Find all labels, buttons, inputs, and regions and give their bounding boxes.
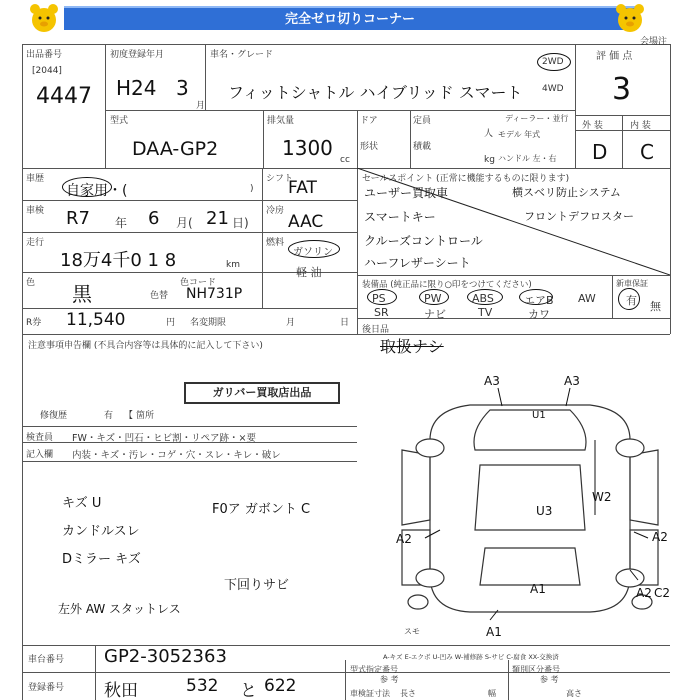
shift-value: FAT (288, 178, 317, 198)
registration-month: 3 (176, 76, 189, 100)
yen-unit: 円 (166, 318, 176, 328)
inspection-day: 21 (206, 208, 229, 229)
damage-mark: A3 (564, 374, 580, 388)
warranty-yes: 有 (626, 294, 637, 307)
interior-grade: C (640, 140, 654, 164)
equipment-circle (467, 289, 503, 305)
equipment-item: カワ (528, 308, 550, 321)
damage-mark: スモ (404, 627, 420, 636)
chassis-label: 車台番号 (28, 655, 65, 665)
shift-label: シフト (266, 174, 294, 184)
cc-unit: cc (340, 155, 350, 165)
new-car-warranty-label: 新車保証 (616, 279, 648, 288)
banner (0, 0, 700, 36)
damage-legend: A-キズ E-エクボ U-凹み W-補修跡 S-サビ C-腐食 XX-交換済 (383, 653, 559, 661)
repair-yes: 有 (104, 411, 114, 421)
equipment-circle (519, 289, 553, 305)
registration-label: 登録番号 (28, 683, 65, 693)
banner-title: 完全ゼロ切りコーナー (64, 6, 636, 30)
mileage-label: 走行 (26, 238, 45, 248)
equipment-item: PW (424, 292, 442, 305)
exterior-label: 外 装 (582, 121, 603, 131)
rear-items-value: 取扱ナシ (380, 337, 444, 356)
reference-2: 参 考 (540, 675, 559, 684)
mascot-bear-icon (26, 0, 62, 36)
handwritten-note: F0ア ガボント C (212, 502, 311, 517)
registration-kana: と (240, 681, 257, 700)
handle-label: ハンドル 左・右 (498, 154, 557, 163)
handwritten-note: キズ U (62, 496, 102, 511)
registration-year: H24 (116, 76, 157, 100)
equipment-circle (419, 289, 449, 305)
month-unit: 月 (196, 101, 206, 111)
notes-title: 注意事項申告欄 (不具合内容等は具体的に記入して下さい) (28, 341, 263, 351)
damage-mark: A2 (396, 532, 412, 546)
sales-point-item: クルーズコントロール (364, 234, 483, 248)
damage-mark: A1 (530, 582, 546, 596)
ac-label: 冷房 (266, 206, 285, 216)
equipment-item: SR (374, 306, 389, 319)
repair-history-label: 修復歴 (40, 411, 68, 421)
first-registration-label: 初度登録年月 (110, 50, 165, 60)
inspector-row-2: 内装・キズ・汚レ・コゲ・穴・スレ・キレ・破レ (72, 450, 281, 461)
drive-2wd: 2WD (542, 57, 564, 67)
damage-mark: U3 (536, 504, 553, 518)
sales-point-item: 横スベリ防止システム (512, 186, 621, 199)
equipment-title: 装備品 (純正品に限り○印をつけてください) (362, 280, 532, 290)
sales-point-item: フロントデフロスター (524, 210, 634, 223)
recycle-value: 11,540 (66, 310, 126, 330)
color-label: 色 (26, 278, 36, 288)
kg-unit: kg (484, 155, 495, 165)
repair-place: 箇所 (136, 411, 155, 421)
class-code-label: 類別区分番号 (512, 665, 560, 674)
history-label: 車歴 (26, 174, 45, 184)
registration-class: 532 (186, 676, 219, 696)
handwritten-note: 左外 AW スタットレス (58, 602, 181, 616)
color-change-label: 色替 (150, 291, 169, 301)
handwritten-note: カンドルスレ (62, 524, 140, 539)
mascot-bear-icon (612, 0, 648, 36)
displacement-value: 1300 (282, 136, 333, 160)
history-value: 自家用・( (66, 183, 128, 199)
displacement-label: 排気量 (267, 116, 295, 126)
lot-sub-number: [2044] (32, 66, 62, 76)
load-label: 積載 (413, 142, 432, 152)
sales-point-item: スマートキー (364, 210, 436, 224)
doors-label: ドア (360, 116, 378, 126)
color-code-value: NH731P (186, 286, 243, 302)
model-label: 型式 (110, 116, 129, 126)
damage-mark: A3 (484, 374, 500, 388)
history-close: ) (250, 184, 254, 194)
dealer-label: ディーラー・並行 (505, 114, 569, 123)
damage-mark: W2 (592, 490, 612, 504)
inspection-label: 車検 (26, 206, 45, 216)
inspection-month-unit: 月( (176, 216, 193, 230)
damage-mark: A2 (636, 586, 652, 600)
damage-mark: U1 (532, 410, 546, 421)
sales-points-title: セールスポイント (正常に機能するものに限ります) (362, 174, 570, 184)
lot-number: 4447 (36, 84, 92, 109)
name-change-month: 月 (286, 318, 296, 328)
exterior-grade: D (592, 140, 608, 164)
rear-items-label: 後日品 (362, 325, 390, 335)
damage-mark: A2 (652, 530, 668, 544)
car-damage-diagram (390, 370, 670, 642)
warranty-no: 無 (650, 300, 661, 313)
cert-dimensions-label: 車検証寸法 (350, 689, 390, 698)
color-code-label: 色コード (180, 278, 217, 288)
name-change-day: 日 (340, 318, 350, 328)
type-code-label: 型式指定番号 (350, 665, 398, 674)
person-unit: 人 (484, 129, 494, 139)
equipment-item: ナビ (424, 308, 446, 321)
car-name-label: 車名・グレード (210, 50, 274, 60)
interior-label: 内 装 (630, 121, 651, 131)
meeting-note: 会場注 (640, 37, 668, 47)
fuel-selected: ガソリン (293, 247, 333, 258)
drive-4wd: 4WD (542, 84, 564, 94)
sales-point-item: ユーザー買取車 (364, 186, 449, 200)
inspection-month-number: 6 (148, 208, 160, 229)
height-label: 高さ (566, 689, 582, 698)
fuel-other: 軽 油 (296, 266, 322, 279)
width-label: 幅 (488, 689, 496, 698)
equipment-item: エアB (524, 294, 554, 307)
chassis-number: GP2-3052363 (104, 646, 227, 667)
inspection-year-unit: 年 (115, 216, 128, 230)
fuel-label: 燃料 (266, 238, 285, 248)
car-name-grade: フィットシャトル ハイブリッド スマート (228, 83, 523, 102)
capacity-label: 定員 (413, 116, 432, 126)
color-value: 黒 (72, 282, 92, 306)
gulliver-stamp: ガリバー買取店出品 (184, 382, 340, 404)
inspector-label: 検査員 (26, 433, 54, 443)
warranty-circle (618, 288, 640, 310)
equipment-item: ABS (472, 292, 494, 305)
mileage-value: 18万4千0 1 8 (60, 250, 177, 271)
reference-1: 参 考 (380, 675, 399, 684)
damage-mark: C2 (654, 586, 671, 600)
sales-point-item: ハーフレザーシート (364, 256, 471, 270)
registration-area: 秋田 (104, 681, 138, 700)
repair-bracket: 【 (124, 411, 134, 421)
damage-mark: A1 (486, 625, 502, 639)
entry-label: 記入欄 (26, 450, 54, 460)
ac-value: AAC (288, 212, 324, 232)
km-unit: km (226, 260, 240, 270)
evaluation-score: 3 (612, 72, 632, 107)
name-change-label: 名変期限 (190, 318, 227, 328)
inspection-era: R7 (66, 208, 90, 229)
recycle-label: R券 (26, 318, 42, 328)
equipment-item: AW (578, 292, 596, 305)
equipment-circle (367, 289, 397, 305)
handwritten-note: Dミラー キズ (62, 552, 141, 567)
model-code: DAA-GP2 (132, 138, 219, 160)
registration-number: 622 (264, 676, 297, 696)
score-label: 評 価 点 (596, 51, 633, 62)
equipment-item: TV (478, 306, 493, 319)
model-year-label: モデル 年式 (498, 130, 541, 139)
inspector-row-1: FW・キズ・凹石・ヒビ割・リペア跡・×要 (72, 433, 256, 444)
equipment-item: PS (372, 292, 386, 305)
handwritten-note: 下回りサビ (224, 578, 290, 593)
sales-points-strike (357, 168, 670, 275)
shape-label: 形状 (360, 142, 379, 152)
length-label: 長さ (400, 689, 416, 698)
inspection-day-unit: 日) (232, 216, 249, 230)
lot-number-label: 出品番号 (26, 50, 63, 60)
